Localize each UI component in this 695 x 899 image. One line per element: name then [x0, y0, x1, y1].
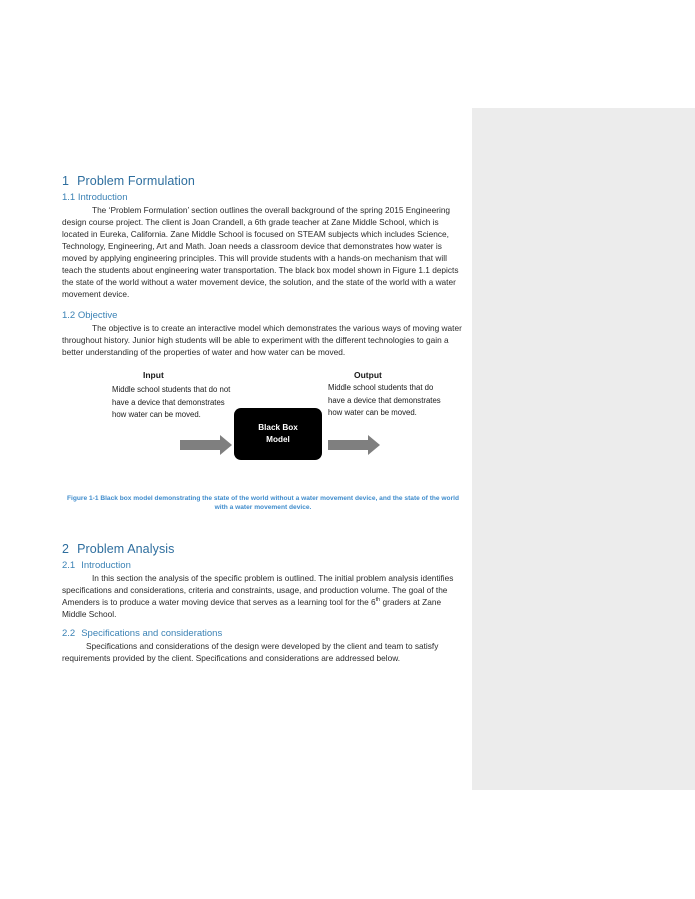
figure-caption: Figure 1-1 Black box model demonstrating the state of the world without a water movement device, and the state of the world with a water movement device.	[66, 495, 460, 511]
section-1-heading	[62, 174, 464, 188]
section-2-1-text-b: graders at Zane Middle School.	[62, 597, 442, 619]
black-box-figure	[62, 370, 464, 490]
section-1-2-heading: 1.2 Objective	[62, 310, 118, 321]
section-2-2-title: Specifications and considerations	[81, 628, 223, 639]
section-2-2-text: Specifications and considerations of the design were developed by the client and team to satisfy requirements provided by the client. Specifications and considerations are addressed below.	[62, 641, 439, 663]
section-2-number: 2	[62, 542, 70, 556]
document-body	[62, 174, 464, 664]
input-description: Middle school students that do not have a device that demonstrates how water can be moved.	[112, 385, 231, 419]
black-box-label: Black Box Model	[258, 423, 298, 444]
ordinal-suffix: th	[375, 597, 381, 604]
output-arrow-icon	[328, 440, 368, 450]
black-box	[234, 408, 322, 460]
section-2-title: Problem Analysis	[77, 542, 175, 556]
section-1-1-text: The ‘Problem Formulation’ section outlines the overall background of the spring 2015 Engineering design course project. The client is Joan Crandell, a 6th grade teacher at Zane Middle School, which is located in Eureka, California. Zane Middle School is focused on STEAM subjects which includes Science, Technology, Engineering, Art and Math. Joan needs a classroom device that demonstrates how water is moved by applying engineering principles. This will provide students with a hands-on mechanism that will teach the students about engineering water transportation. The black box model shown in Figure 1.1 depicts the state of the world without a water movement device, the solution, and the state of the world with a water movement device.	[62, 205, 459, 299]
section-2-heading	[62, 542, 464, 556]
output-label: Output	[354, 370, 382, 380]
section-1-1-heading: 1.1 Introduction	[62, 192, 128, 203]
section-2-1-text-a: In this section the analysis of the specific problem is outlined. The initial problem analysis identifies specifications and considerations, criteria and constraints, usage, and production volume. The goal of the Amenders is to produce a water moving device that serves as a learning tool for the 6	[62, 573, 454, 607]
section-2-2-heading	[62, 628, 464, 639]
section-2-1-paragraph	[62, 572, 464, 620]
section-2-1-heading	[62, 560, 464, 571]
section-1-2-text: The objective is to create an interactive model which demonstrates the various ways of moving water throughout history. Junior high students will be able to experiment with the different technologies to gain a better understanding of the properties of water and how water can be moved.	[62, 323, 462, 357]
input-arrow-icon	[180, 440, 220, 450]
input-label: Input	[143, 370, 164, 380]
section-2-1-title: Introduction	[81, 560, 131, 571]
output-description: Middle school students that do have a device that demonstrates how water can be moved.	[328, 383, 441, 417]
section-1-1-paragraph	[62, 204, 464, 300]
comment-pane	[472, 108, 695, 790]
section-2-2-number: 2.2	[62, 628, 76, 639]
section-1-title: Problem Formulation	[77, 174, 195, 188]
section-2-1-number: 2.1	[62, 560, 76, 571]
section-2-2-paragraph	[62, 640, 464, 664]
section-1-2-paragraph	[62, 322, 464, 358]
section-1-number: 1	[62, 174, 70, 188]
